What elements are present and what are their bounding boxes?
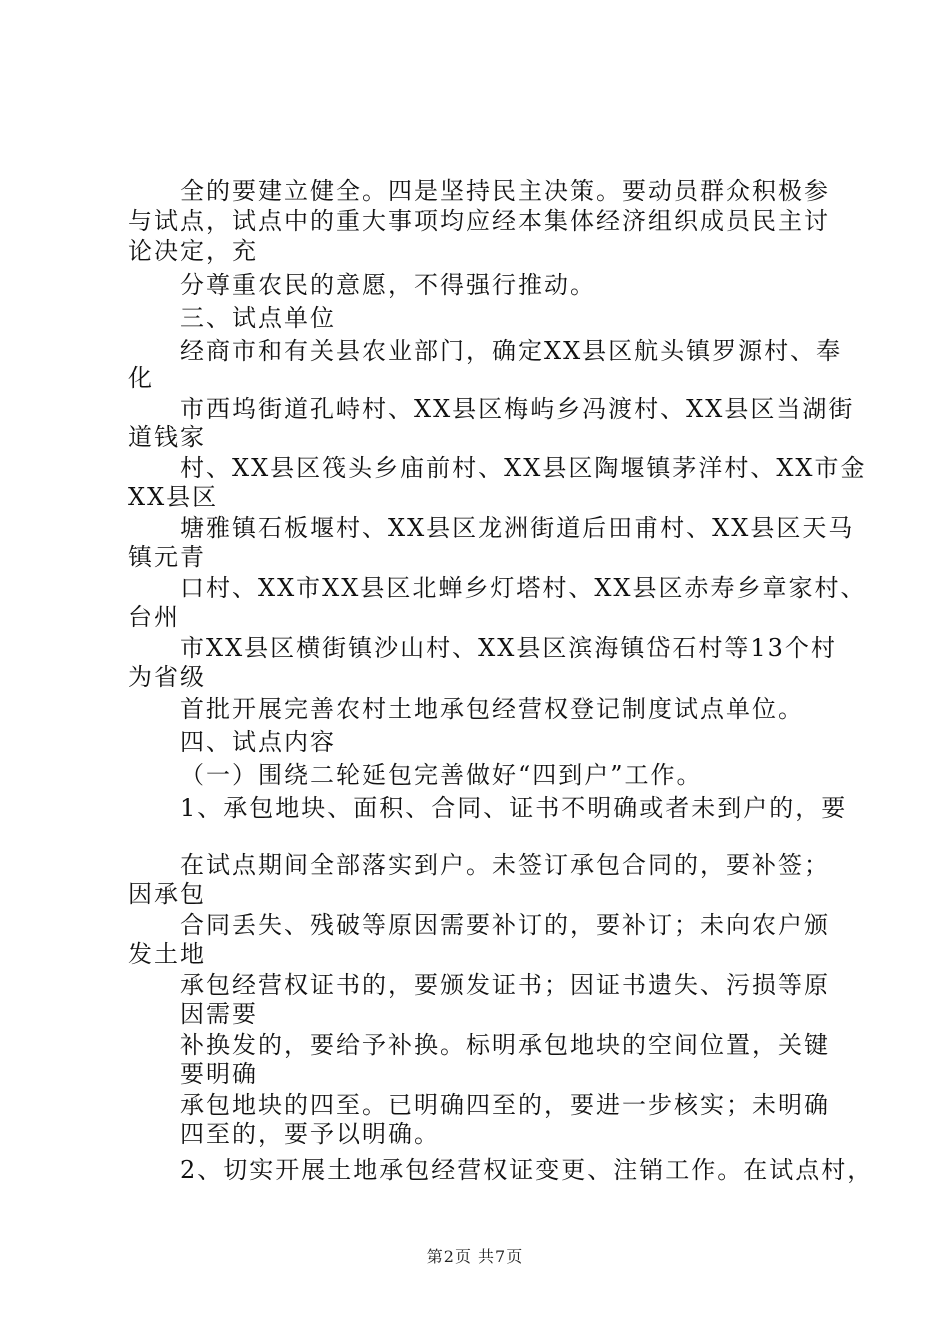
- text-line: 补换发的，要给予补换。标明承包地块的空间位置，关键: [180, 1031, 830, 1059]
- text-line: 口村、XX市XX县区北蝉乡灯塔村、XX县区赤寿乡章家村、: [180, 574, 867, 602]
- text-line: 化: [128, 364, 154, 392]
- text-line: 承包地块的四至。已明确四至的，要进一步核实；未明确: [180, 1091, 830, 1119]
- text-line: 与试点，试点中的重大事项均应经本集体经济组织成员民主讨: [128, 207, 830, 235]
- text-line: 首批开展完善农村土地承包经营权登记制度试点单位。: [180, 695, 804, 723]
- text-line: 经商市和有关县农业部门，确定XX县区航头镇罗源村、奉: [180, 337, 843, 365]
- text-line: 分尊重农民的意愿，不得强行推动。: [180, 271, 596, 299]
- text-line: 市XX县区横街镇沙山村、XX县区滨海镇岱石村等13个村: [180, 634, 837, 662]
- text-line: 镇元青: [128, 543, 206, 571]
- text-line: 为省级: [128, 663, 206, 691]
- text-line: 发土地: [128, 940, 206, 968]
- text-line: 村、XX县区筏头乡庙前村、XX县区陶堰镇茅洋村、XX市金: [180, 454, 867, 482]
- text-line: 在试点期间全部落实到户。未签订承包合同的，要补签；: [180, 851, 830, 879]
- text-line: XX县区: [128, 483, 219, 511]
- section-heading: 三、试点单位: [180, 304, 336, 332]
- text-line: 道钱家: [128, 423, 206, 451]
- text-line: 2、切实开展土地承包经营权证变更、注销工作。在试点村，: [180, 1156, 874, 1184]
- text-line: 论决定，充: [128, 237, 258, 265]
- text-line: 台州: [128, 603, 180, 631]
- text-line: 市西坞街道孔峙村、XX县区梅屿乡冯渡村、XX县区当湖街: [180, 395, 855, 423]
- text-line: 1、承包地块、面积、合同、证书不明确或者未到户的，要: [180, 794, 848, 822]
- text-line: 合同丢失、残破等原因需要补订的，要补订；未向农户颁: [180, 911, 830, 939]
- text-line: 因需要: [180, 1000, 258, 1028]
- subsection-heading: （一）围绕二轮延包完善做好“四到户”工作。: [180, 761, 703, 789]
- text-line: 塘雅镇石板堰村、XX县区龙洲街道后田甫村、XX县区天马: [180, 514, 855, 542]
- text-line: 要明确: [180, 1060, 258, 1088]
- text-line: 因承包: [128, 880, 206, 908]
- text-line: 四至的，要予以明确。: [180, 1120, 440, 1148]
- text-line: 承包经营权证书的，要颁发证书；因证书遗失、污损等原: [180, 971, 830, 999]
- text-line: 全的要建立健全。四是坚持民主决策。要动员群众积极参: [180, 177, 830, 205]
- page-number: 第2页 共7页: [426, 1247, 524, 1266]
- section-heading: 四、试点内容: [180, 728, 336, 756]
